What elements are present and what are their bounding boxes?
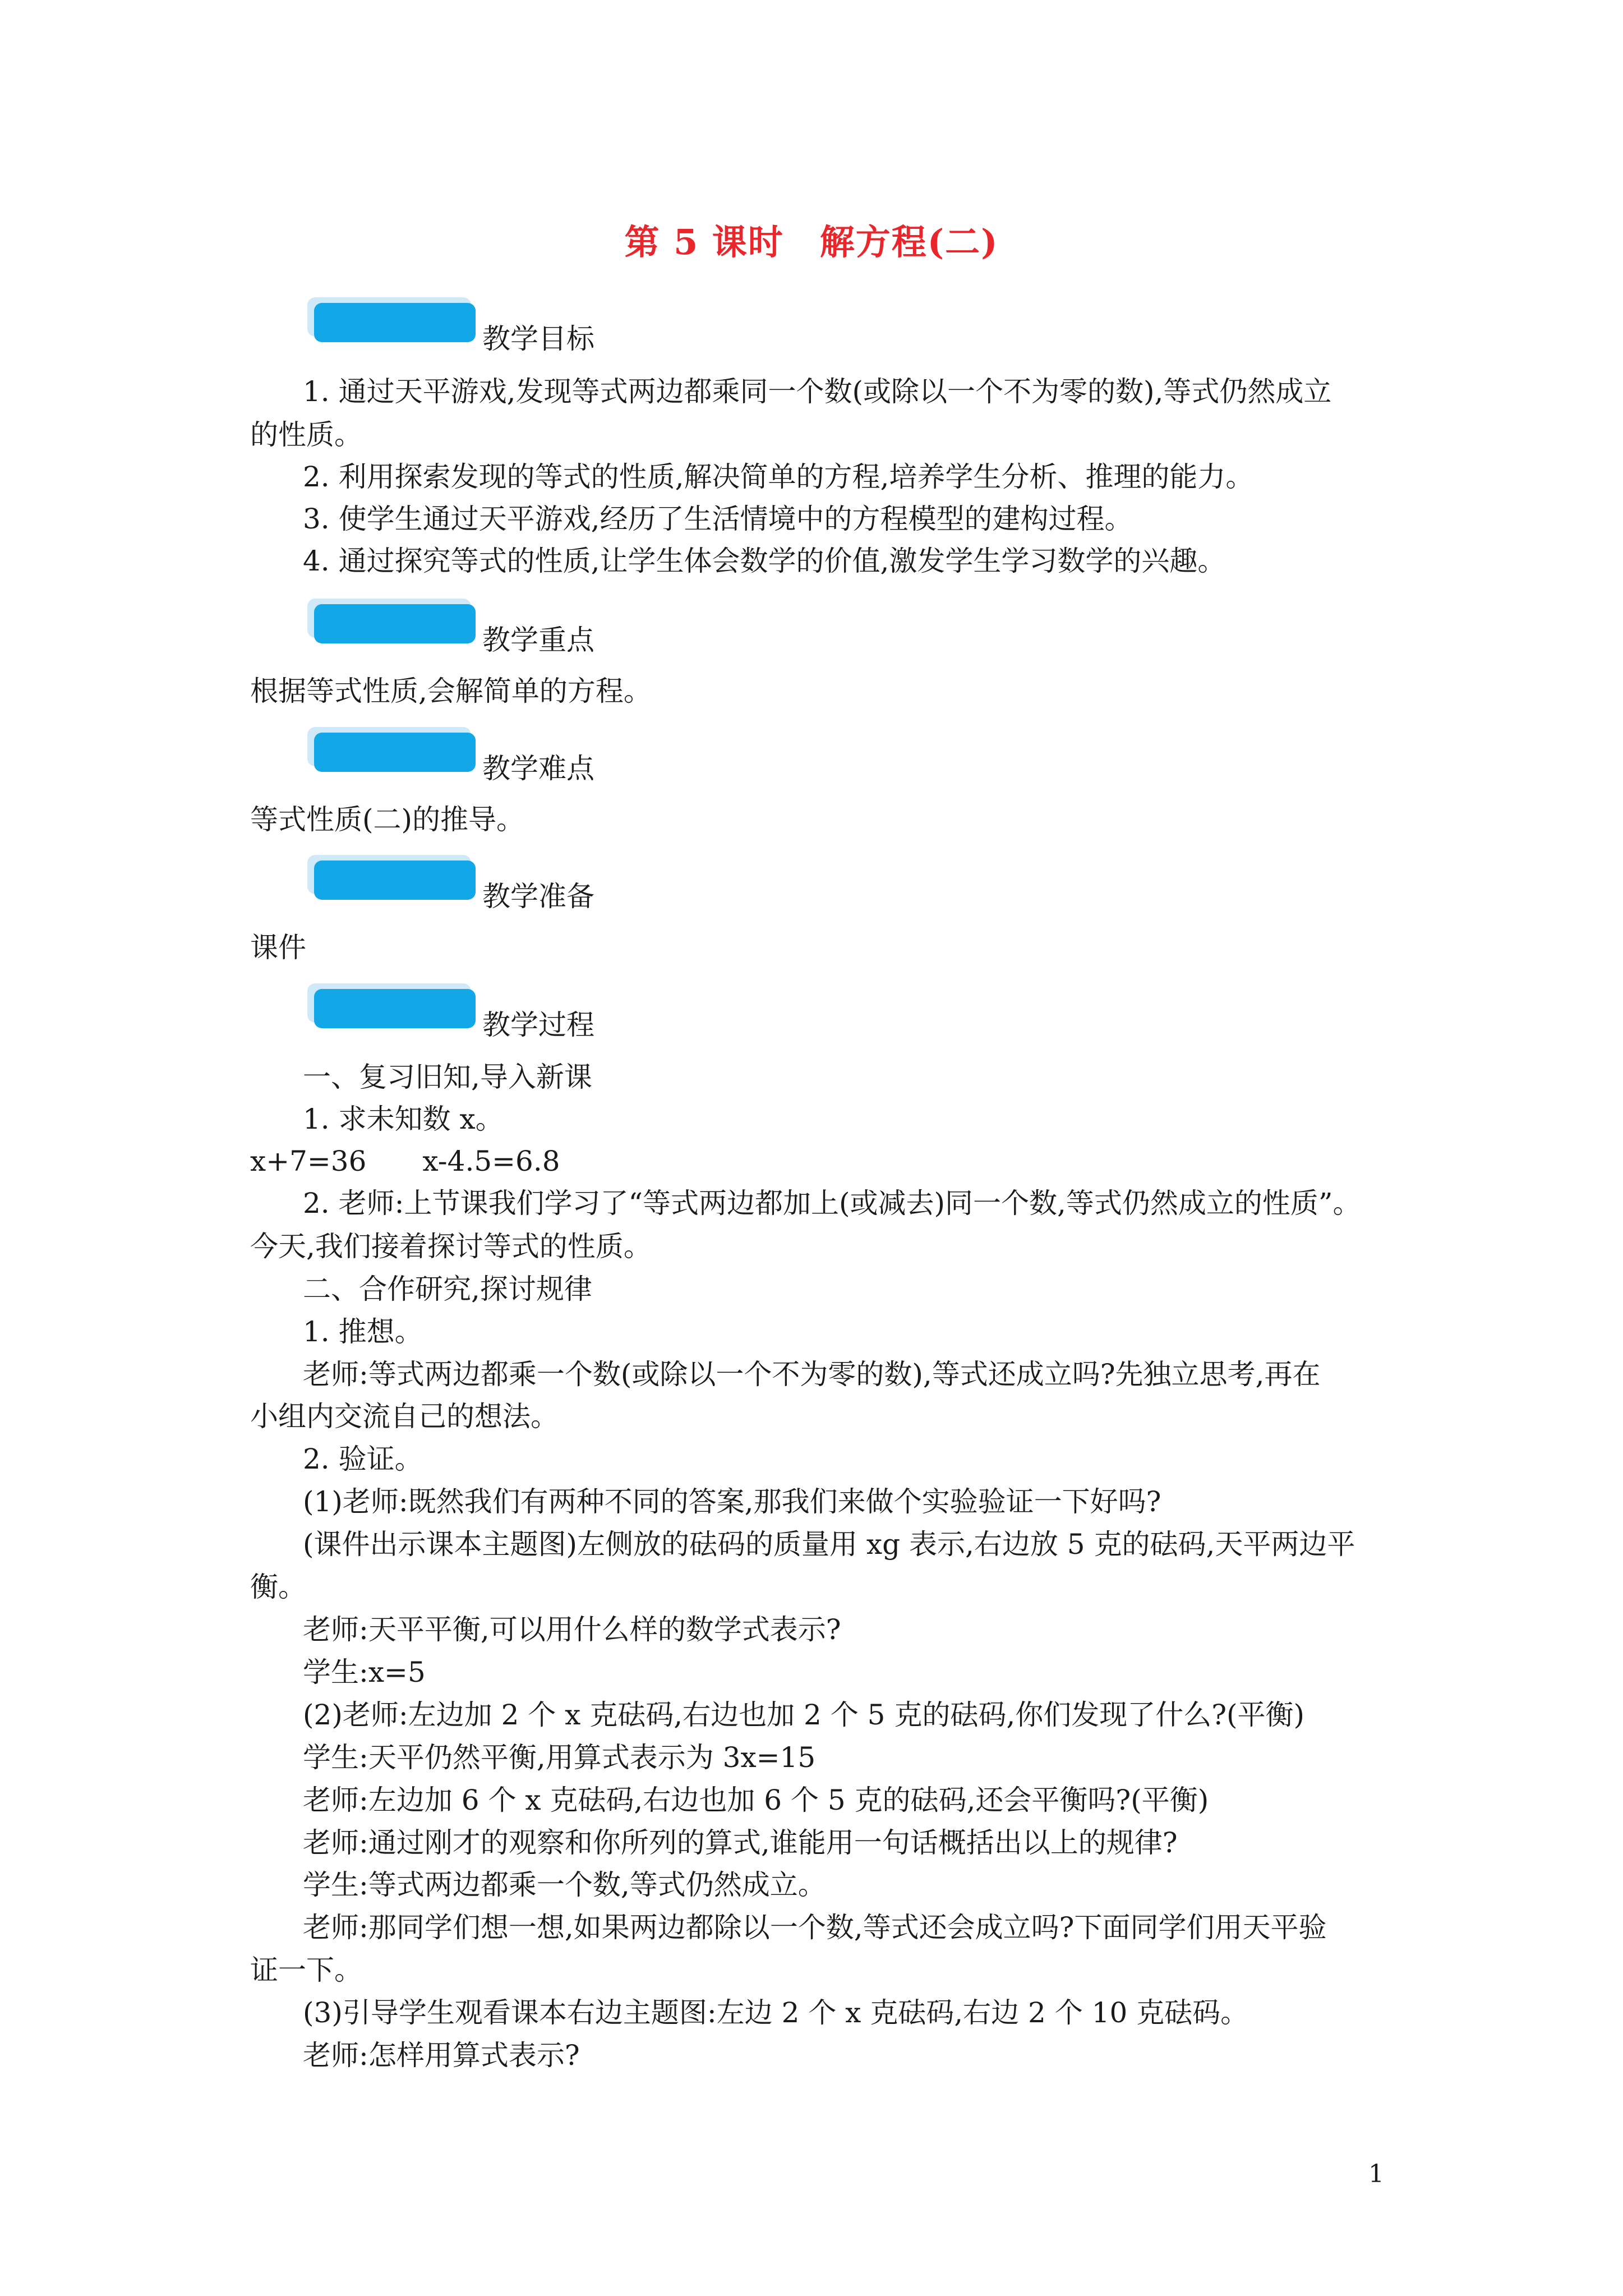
section-badge (307, 983, 476, 1028)
process-line: 老师:那同学们想一想,如果两边都除以一个数,等式还会成立吗?下面同学们用天平验 (303, 1911, 1327, 1944)
section-label: 教学过程 (482, 1009, 594, 1041)
section-header-goals (307, 297, 980, 355)
process-line: (1)老师:既然我们有两种不同的答案,那我们来做个实验验证一下好吗? (303, 1485, 1161, 1518)
goal-line: 1. 通过天平游戏,发现等式两边都乘同一个数(或除以一个不为零的数),等式仍然成立 (303, 375, 1332, 408)
section-header-process (307, 983, 980, 1041)
process-line: 老师:等式两边都乘一个数(或除以一个不为零的数),等式还成立吗?先独立思考,再在 (303, 1358, 1321, 1391)
difficulty-text: 等式性质(二)的推导。 (250, 803, 525, 836)
process-line: (3)引导学生观看课本右边主题图:左边 2 个 x 克砝码,右边 2 个 10 克砝码。 (303, 1996, 1249, 2029)
process-line: 老师:通过刚才的观察和你所列的算式,谁能用一句话概括出以上的规律? (303, 1826, 1178, 1859)
prep-text: 课件 (250, 931, 306, 964)
process-line: 今天,我们接着探讨等式的性质。 (250, 1230, 652, 1263)
section-badge (307, 599, 476, 643)
process-line: 衡。 (250, 1571, 306, 1603)
section-header-key (307, 599, 980, 656)
section-badge (307, 727, 476, 772)
section-label: 教学难点 (482, 752, 594, 785)
goal-line: 4. 通过探究等式的性质,让学生体会数学的价值,激发学生学习数学的兴趣。 (303, 545, 1226, 577)
process-line: 学生:天平仍然平衡,用算式表示为 3x=15 (303, 1741, 816, 1774)
section-label: 教学目标 (482, 323, 594, 355)
goal-line: 2. 利用探索发现的等式的性质,解决简单的方程,培养学生分析、推理的能力。 (303, 461, 1254, 493)
process-line: 2. 老师:上节课我们学习了“等式两边都加上(或减去)同一个数,等式仍然成立的性质”。 (303, 1187, 1361, 1220)
process-line: 1. 推想。 (303, 1315, 423, 1348)
section-label: 教学准备 (482, 880, 594, 913)
section-label: 教学重点 (482, 624, 594, 656)
process-line: 二、合作研究,探讨规律 (303, 1273, 592, 1305)
process-line: 老师:天平平衡,可以用什么样的数学式表示? (303, 1613, 841, 1646)
goal-line: 3. 使学生通过天平游戏,经历了生活情境中的方程模型的建构过程。 (303, 503, 1133, 535)
process-line: (2)老师:左边加 2 个 x 克砝码,右边也加 2 个 5 克的砝码,你们发现了什么?(平衡) (303, 1699, 1305, 1731)
section-badge (307, 297, 476, 342)
process-line: (课件出示课本主题图)左侧放的砝码的质量用 xg 表示,右边放 5 克的砝码,天平两边平 (303, 1528, 1355, 1561)
process-line: 学生:x=5 (303, 1656, 426, 1688)
process-line: 1. 求未知数 x。 (303, 1103, 504, 1135)
process-line: 老师:怎样用算式表示? (303, 2039, 580, 2072)
process-line: x+7=36 x-4.5=6.8 (250, 1145, 560, 1177)
section-header-prep (307, 855, 980, 913)
process-line: 小组内交流自己的想法。 (250, 1400, 559, 1433)
process-line: 2. 验证。 (303, 1443, 423, 1475)
process-line: 学生:等式两边都乘一个数,等式仍然成立。 (303, 1869, 826, 1901)
process-line: 一、复习旧知,导入新课 (303, 1061, 592, 1093)
goal-line: 的性质。 (250, 418, 362, 451)
process-line: 老师:左边加 6 个 x 克砝码,右边也加 6 个 5 克的砝码,还会平衡吗?(平衡) (303, 1784, 1209, 1816)
process-line: 证一下。 (250, 1954, 362, 1986)
page-number: 1 (1368, 2160, 1384, 2188)
section-header-difficulty (307, 727, 980, 785)
page-title: 第 5 课时 解方程(二) (624, 222, 999, 263)
section-badge (307, 855, 476, 900)
key-text: 根据等式性质,会解简单的方程。 (250, 675, 652, 707)
